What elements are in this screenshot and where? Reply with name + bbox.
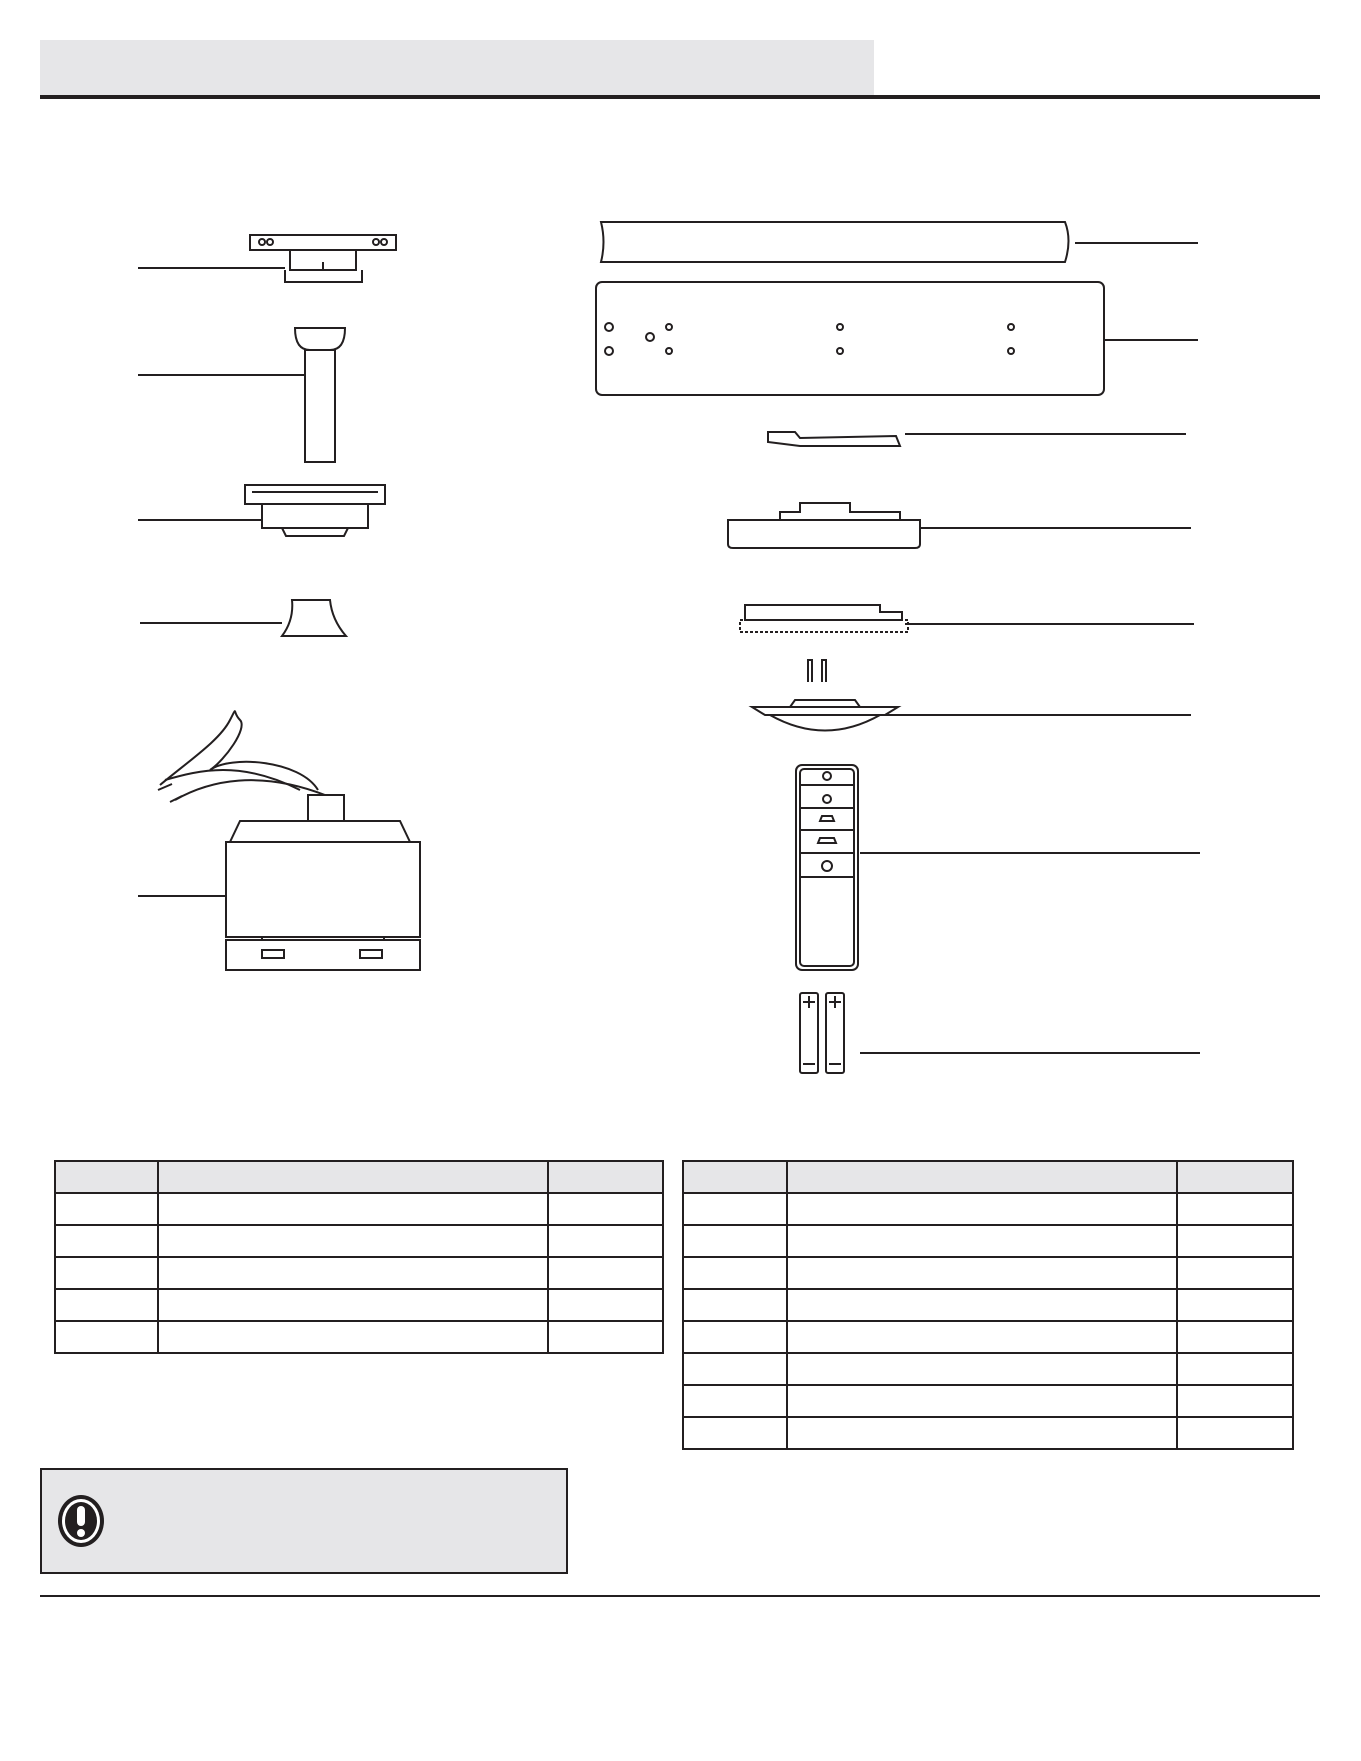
table-row bbox=[683, 1193, 1293, 1225]
table-row bbox=[683, 1385, 1293, 1417]
part-cell bbox=[683, 1321, 787, 1353]
parts-table-right bbox=[682, 1160, 1294, 1450]
description-cell bbox=[158, 1257, 547, 1289]
column-header-quantity bbox=[1177, 1161, 1293, 1193]
description-cell bbox=[787, 1193, 1178, 1225]
part-cell bbox=[55, 1257, 158, 1289]
quantity-cell bbox=[1177, 1321, 1293, 1353]
column-header-part bbox=[55, 1161, 158, 1193]
part-cell bbox=[683, 1417, 787, 1449]
table-header-row bbox=[683, 1161, 1293, 1193]
description-cell bbox=[787, 1321, 1178, 1353]
exclamation-circle-icon bbox=[56, 1492, 106, 1550]
description-cell bbox=[158, 1321, 547, 1353]
motor-assembly-drawing bbox=[158, 711, 420, 970]
blade-drawing bbox=[601, 222, 1069, 262]
batteries-drawing bbox=[800, 993, 844, 1073]
quantity-cell bbox=[548, 1289, 663, 1321]
column-header-part bbox=[683, 1161, 787, 1193]
table-header-row bbox=[55, 1161, 663, 1193]
column-header-description bbox=[158, 1161, 547, 1193]
description-cell bbox=[787, 1353, 1178, 1385]
warning-box bbox=[40, 1468, 568, 1574]
part-cell bbox=[55, 1193, 158, 1225]
switch-housing-drawing bbox=[728, 503, 920, 548]
quantity-cell bbox=[548, 1321, 663, 1353]
part-cell bbox=[683, 1193, 787, 1225]
table-row bbox=[683, 1225, 1293, 1257]
footer-rule bbox=[40, 1595, 1320, 1597]
quantity-cell bbox=[548, 1257, 663, 1289]
mounting-bracket-drawing bbox=[250, 235, 396, 282]
quantity-cell bbox=[1177, 1193, 1293, 1225]
downrod-drawing bbox=[295, 328, 345, 462]
part-cell bbox=[683, 1257, 787, 1289]
column-header-description bbox=[787, 1161, 1178, 1193]
canopy-drawing bbox=[245, 485, 385, 536]
description-cell bbox=[158, 1225, 547, 1257]
quantity-cell bbox=[1177, 1353, 1293, 1385]
parts-table-left bbox=[54, 1160, 664, 1354]
blade-with-holes-drawing bbox=[596, 282, 1104, 395]
description-cell bbox=[787, 1417, 1178, 1449]
table-row bbox=[683, 1289, 1293, 1321]
table-row bbox=[683, 1353, 1293, 1385]
quantity-cell bbox=[1177, 1417, 1293, 1449]
quantity-cell bbox=[548, 1225, 663, 1257]
description-cell bbox=[787, 1385, 1178, 1417]
description-cell bbox=[787, 1257, 1178, 1289]
light-cover-drawing bbox=[752, 660, 898, 731]
quantity-cell bbox=[548, 1193, 663, 1225]
table-row bbox=[683, 1417, 1293, 1449]
table-row bbox=[55, 1289, 663, 1321]
description-cell bbox=[787, 1225, 1178, 1257]
part-cell bbox=[683, 1225, 787, 1257]
part-cell bbox=[683, 1385, 787, 1417]
table-row bbox=[683, 1321, 1293, 1353]
part-cell bbox=[55, 1289, 158, 1321]
table-row bbox=[55, 1257, 663, 1289]
quantity-cell bbox=[1177, 1289, 1293, 1321]
part-cell bbox=[683, 1289, 787, 1321]
table-row bbox=[55, 1193, 663, 1225]
column-header-quantity bbox=[548, 1161, 663, 1193]
description-cell bbox=[158, 1193, 547, 1225]
description-cell bbox=[787, 1289, 1178, 1321]
quantity-cell bbox=[1177, 1385, 1293, 1417]
coupling-cover-drawing bbox=[282, 600, 346, 636]
description-cell bbox=[158, 1289, 547, 1321]
table-row bbox=[55, 1225, 663, 1257]
table-row bbox=[683, 1257, 1293, 1289]
part-cell bbox=[55, 1225, 158, 1257]
remote-control-drawing bbox=[796, 765, 858, 970]
light-kit-drawing bbox=[740, 605, 908, 632]
blade-arm-drawing bbox=[768, 432, 900, 446]
part-cell bbox=[55, 1321, 158, 1353]
table-row bbox=[55, 1321, 663, 1353]
quantity-cell bbox=[1177, 1225, 1293, 1257]
part-cell bbox=[683, 1353, 787, 1385]
quantity-cell bbox=[1177, 1257, 1293, 1289]
